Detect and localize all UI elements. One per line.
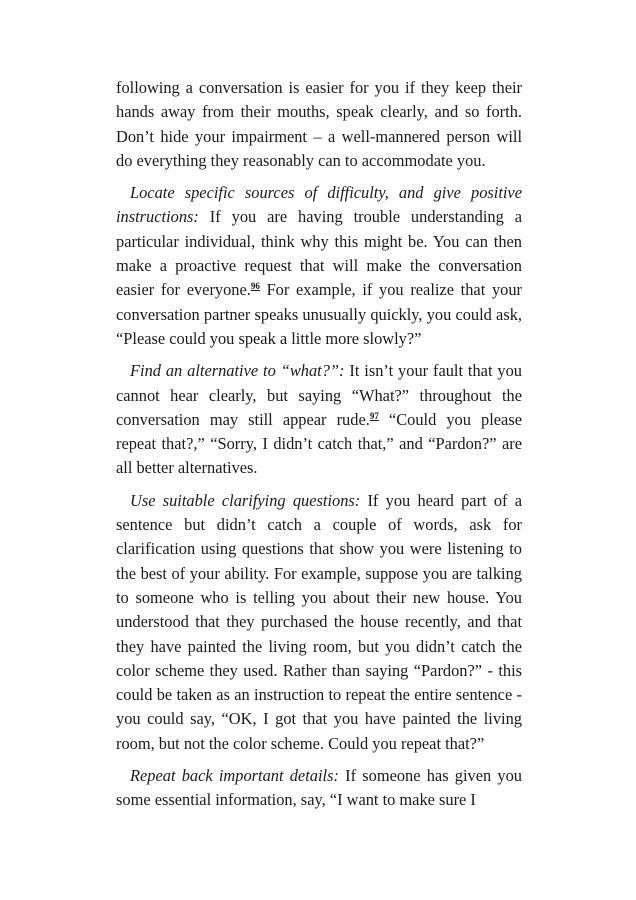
book-page: [116, 76, 522, 821]
paragraph-text: It isn’t your fault that you cannot hear clearly, but saying “What?” throughout the conversation may still appear rude.: [116, 361, 522, 429]
paragraph-lead-heading: Locate specific sources of difficulty, and give positive instructions:: [116, 183, 522, 227]
paragraph-text: If someone has given you some essential information, say, “I want to make sure I: [116, 766, 522, 810]
paragraph-lead-heading: Find an alternative to “what?”:: [130, 361, 345, 381]
footnote-reference-97[interactable]: 97: [369, 410, 379, 421]
paragraph-text: “Could you please repeat that?,” “Sorry, I didn’t catch that,” and “Pardon?” are all better alternatives.: [116, 409, 522, 478]
paragraph-lead-heading: Repeat back important details:: [130, 766, 339, 786]
paragraph-lead-heading: Use suitable clarifying questions:: [130, 490, 361, 510]
paragraph-text: If you are having trouble understanding a particular individual, think why this might be. You can then make a proactive request that will make the conversation easier for everyone.: [116, 207, 522, 300]
paragraph-alternative-to-what: [116, 359, 522, 480]
footnote-reference-96[interactable]: 96: [250, 281, 260, 292]
paragraph-text: If you heard part of a sentence but didn’t catch a couple of words, ask for clarification using questions that show you were listening to the best of your ability. For example, suppose you are talking to someone who is telling you about their new house. You understood that they purchased the house recently, and that they have painted the living room, but you didn’t catch the color scheme they used. Rather than saying “Pardon?” - this could be taken as an instruction to repeat the entire sentence - you could say, “OK, I got that you have painted the living room, but not the color scheme. Could you repeat that?”: [116, 490, 522, 753]
paragraph-text: following a conversation is easier for you if they keep their hands away from their mouths, speak clearly, and so forth. Don’t hide your impairment – a well-mannered person will do everything they reasonably can to accommodate you.: [116, 78, 522, 170]
paragraph-continuation: [116, 76, 522, 173]
paragraph-locate-difficulty: [116, 181, 522, 351]
paragraph-text: For example, if you realize that your conversation partner speaks unusually quickly, you could ask, “Please could you speak a little more slowly?”: [116, 280, 522, 348]
paragraph-repeat-back-details: [116, 764, 522, 813]
paragraph-clarifying-questions: [116, 489, 522, 756]
